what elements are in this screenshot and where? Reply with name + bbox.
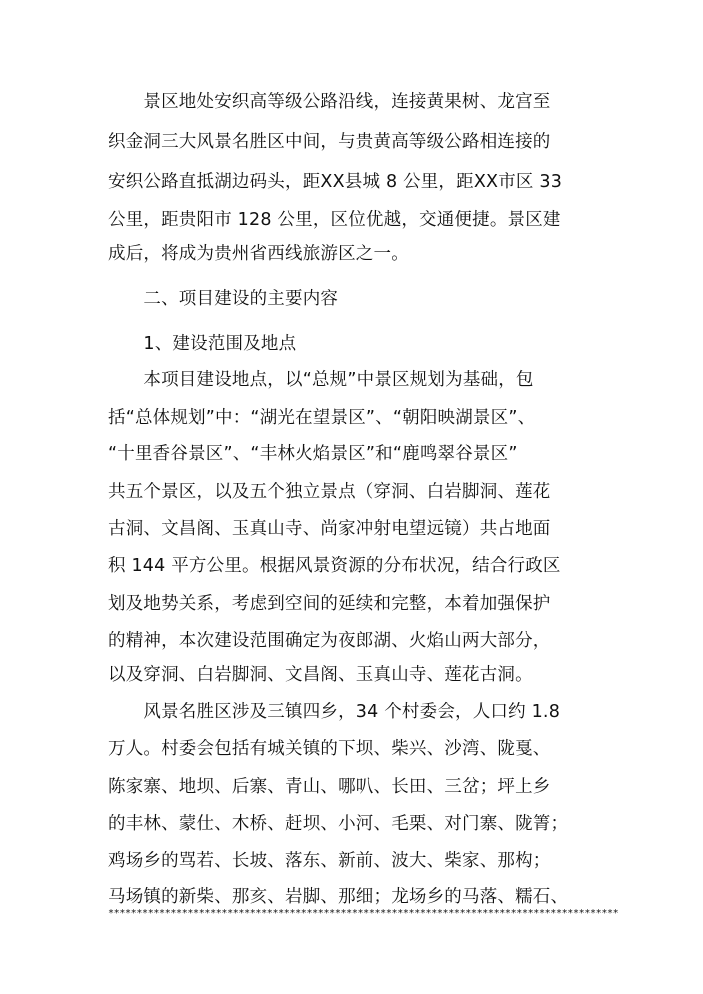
section-heading: 二、项目建设的主要内容 [108, 289, 339, 309]
paragraph-line: 风景名胜区涉及三镇四乡，34 个村委会，人口约 1.8 [108, 702, 561, 722]
paragraph-line: 古洞、文昌阁、玉真山寺、尚家冲射电望远镜）共占地面 [108, 519, 551, 539]
paragraph-line: 以及穿洞、白岩脚洞、文昌阁、玉真山寺、莲花古洞。 [108, 665, 533, 685]
paragraph-line: 公里，距贵阳市 128 公里，区位优越，交通便捷。景区建 [108, 210, 561, 230]
asterisk-separator: ****************************************************************************************** [108, 908, 619, 919]
paragraph-line: 的丰林、蒙仕、木桥、赶坝、小河、毛栗、对门寨、陇箐； [108, 814, 569, 834]
paragraph-line: 织金洞三大风景名胜区中间，与贵黄高等级公路相连接的 [108, 132, 551, 152]
paragraph-line: “十里香谷景区”、“丰林火焰景区”和“鹿鸣翠谷景区” [108, 444, 518, 464]
subsection-heading: 1、建设范围及地点 [108, 334, 297, 354]
paragraph-line: 陈家寨、地坝、后寨、青山、哪叭、长田、三岔；坪上乡 [108, 777, 551, 797]
paragraph-line: 本项目建设地点，以“总规”中景区规划为基础，包 [108, 370, 534, 390]
paragraph-line: 马场镇的新柴、那亥、岩脚、那细；龙场乡的马落、糯石、 [108, 887, 569, 907]
paragraph-line: 景区地处安织高等级公路沿线，连接黄果树、龙宫至 [108, 92, 551, 112]
paragraph-line: 划及地势关系，考虑到空间的延续和完整，本着加强保护 [108, 594, 551, 614]
paragraph-line: 万人。村委会包括有城关镇的下坝、柴兴、沙湾、陇戛、 [108, 739, 551, 759]
paragraph-line: 积 144 平方公里。根据风景资源的分布状况，结合行政区 [108, 556, 561, 576]
paragraph-line: 括“总体规划”中：“湖光在望景区”、“朝阳映湖景区”、 [108, 408, 536, 428]
paragraph-line: 安织公路直抵湖边码头，距XX县城 8 公里，距XX市区 33 [108, 172, 563, 192]
paragraph-line: 的精神，本次建设范围确定为夜郎湖、火焰山两大部分， [108, 631, 551, 651]
paragraph-line: 鸡场乡的骂若、长坡、落东、新前、波大、柴家、那构； [108, 851, 551, 871]
paragraph-line: 共五个景区，以及五个独立景点（穿洞、白岩脚洞、莲花 [108, 482, 551, 502]
paragraph-line: 成后，将成为贵州省西线旅游区之一。 [108, 244, 409, 264]
